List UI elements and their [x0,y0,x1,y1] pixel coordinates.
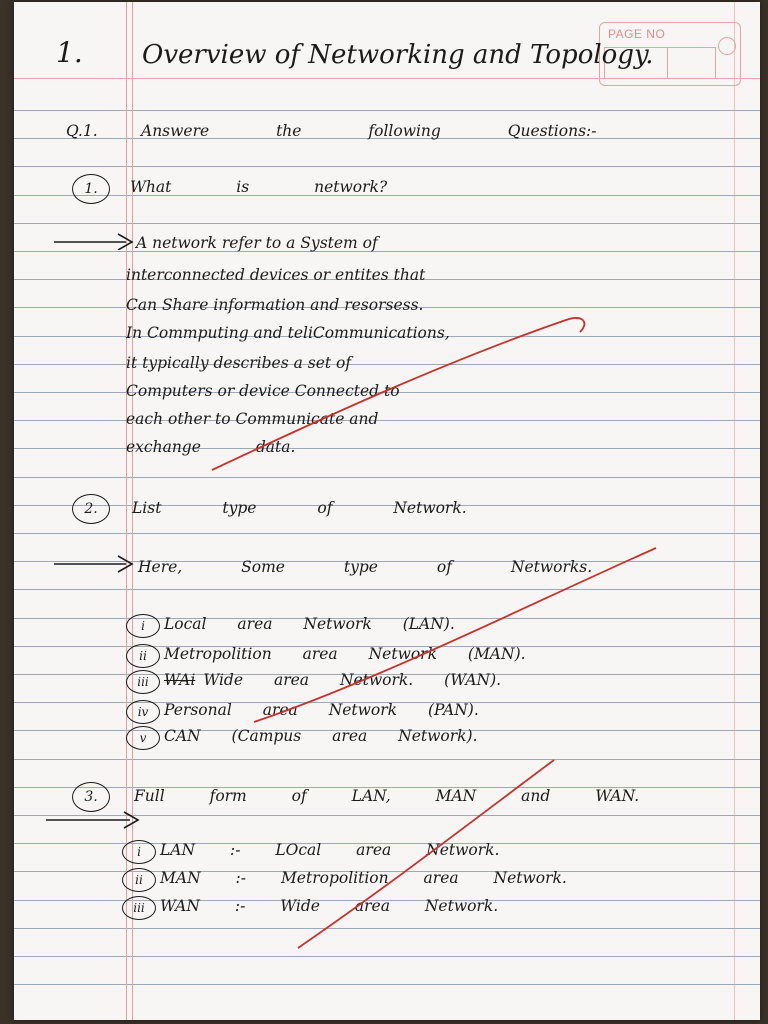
question-set-heading: Answere the following Questions:- [141,122,597,140]
check-mark-3 [298,760,554,948]
teacher-check-marks [14,2,760,1020]
answer-1-line: Computers or device Connected to [126,382,400,400]
network-type-item-text: Metropolition area Network (MAN). [164,645,526,663]
title-number: 1. [56,36,83,69]
full-form-item-text: MAN :- Metropolition area Network. [160,869,567,887]
network-type-marker: iii [126,670,160,694]
network-type-item-text: Wide area Network. (WAN). [203,671,502,689]
full-form-item-text: LAN :- LOcal area Network. [160,841,500,859]
answer-1-line: it typically describes a set of [126,354,352,372]
network-type-marker: i [126,614,160,638]
network-type-item-text: Local area Network (LAN). [164,615,455,633]
answer-2-intro: Here, Some type of Networks. [138,558,593,576]
full-form-marker: iii [122,896,156,920]
question-set-label: Q.1. [66,122,98,140]
page-title: Overview of Networking and Topology. [142,40,654,70]
question-number-1: 1. [72,174,110,204]
network-type-marker: iv [126,700,160,724]
answer-1-line: In Commputing and teliCommunications, [126,324,450,342]
full-form-marker: i [122,840,156,864]
question-2-text: List type of Network. [132,499,467,517]
network-type-item-text: CAN (Campus area Network). [164,727,478,745]
check-mark-1 [212,318,584,470]
question-number-3: 3. [72,782,110,812]
full-form-item-text: WAN :- Wide area Network. [160,897,499,915]
answer-1-line: interconnected devices or entites that [126,266,426,284]
network-type-marker: ii [126,644,160,668]
question-1-text: What is network? [130,178,388,196]
answer-1-line: exchange data. [126,438,296,456]
answer-1-line: each other to Communicate and [126,410,379,428]
full-form-marker: ii [122,868,156,892]
notebook-page [14,2,760,1020]
network-type-item-text: Personal area Network (PAN). [164,701,479,719]
page-number-label: PAGE NO [608,27,666,41]
question-3-text: Full form of LAN, MAN and WAN. [134,787,640,805]
struck-text: WAi [164,671,196,689]
question-number-2: 2. [72,494,110,524]
network-type-marker: v [126,726,160,750]
answer-1-line: Can Share information and resorsess. [126,296,424,314]
answer-1-line: A network refer to a System of [136,234,378,252]
check-mark-2 [254,548,656,722]
